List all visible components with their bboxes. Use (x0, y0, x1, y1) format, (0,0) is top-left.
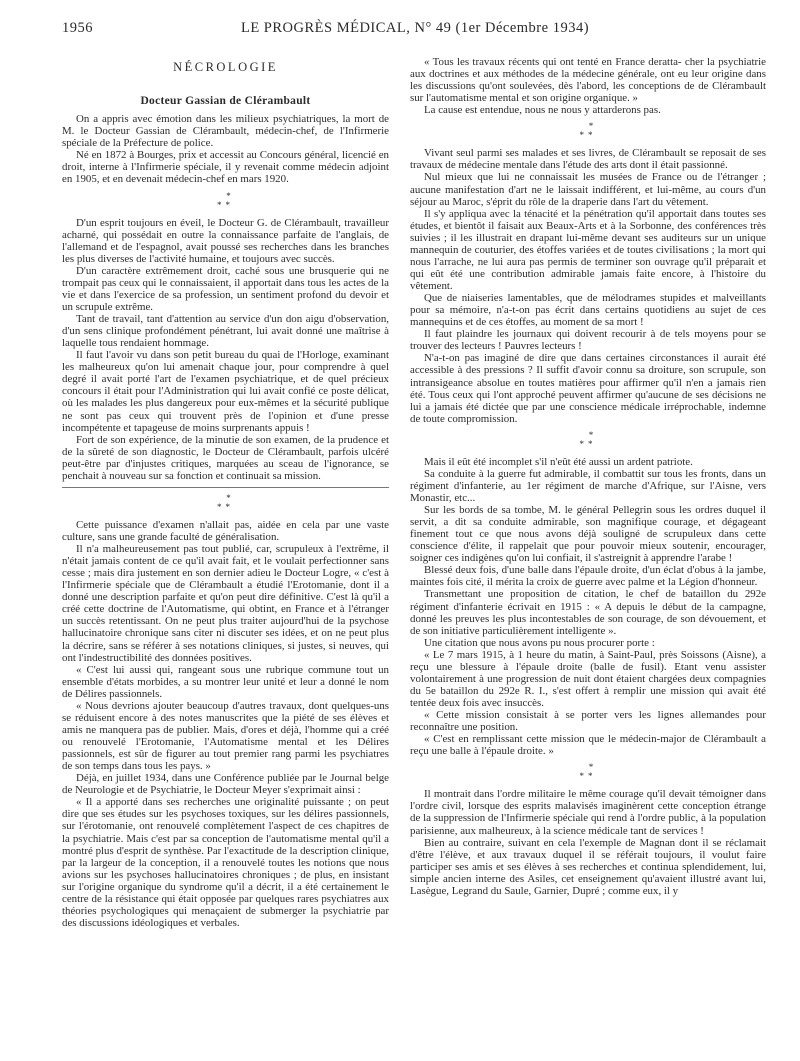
paragraph: Sa conduite à la guerre fut admirable, il combattit sur tous les fronts, dans un régiment d'infanterie, au 1er régiment de marche d'Afrique, sur l'Aisne, vers Monastir, etc... (410, 467, 766, 504)
paragraph: Cette puissance d'examen n'allait pas, aidée en cela par une vaste culture, sans une grande faculté de généralisation. (62, 518, 389, 543)
paragraph: Il montrait dans l'ordre militaire le même courage qu'il devait témoigner dans l'ordre civil, lorsque des esprits malavisés imaginèrent cette conception étrange de la suppression de l'Infirmerie spéciale qui rend à l'ordre public, à la population parisienne, aux malheureux, à la science médicale tant de services ! (410, 788, 766, 837)
paragraph: Mais il eût été incomplet s'il n'eût été aussi un ardent patriote. (424, 455, 693, 468)
paragraph: D'un caractère extrêmement droit, caché sous une brusquerie qui ne trompait pas ceux qui le connaissaient, il apportait dans tous les actes de la vie et dans l'exercice de sa profession, un sentiment profond du devoir et un scrupule extrême. (62, 264, 389, 313)
paragraph: Bien au contraire, suivant en cela l'exemple de Magnan dont il se réclamait d'être l'élève, et aux travaux duquel il se référait toujours, il voulut faire participer ses amis et ses élèves à ses recherches et continua splendidement, lui, simple ancien interne des Asiles, cet enseignement qu'avaient illustré avant lui, Lasègue, Legrand du Saule, Garnier, Dupré ; comme eux, il y (410, 836, 766, 897)
paragraph: Tant de travail, tant d'attention au service d'un don aigu d'observation, d'un sens clinique profondément pénétrant, lui avait donné une maîtrise à laquelle tous rendaient hommage. (62, 313, 389, 350)
right-column (410, 56, 766, 897)
asterism-separator: * ** (579, 121, 597, 141)
section-title: NÉCROLOGIE (173, 60, 278, 74)
paragraph: N'a-t-on pas imaginé de dire que dans certaines circonstances il aurait été accessible à des pressions ? Il suffit d'avoir connu sa droiture, son scrupule, son intransigeance absolue en toutes matières pour affirmer qu'il n'en a jamais rien été. Tous ceux qui l'ont approché peuvent affirmer qu'aucune de ses décisions ne lui a jamais été dictée que par une conscience médicale irréprochable, indemne de toute compromission. (410, 352, 766, 425)
paragraph-group (410, 456, 766, 758)
paragraph: « C'est en remplissant cette mission que le médecin-major de Clérambault a reçu une balle à l'épaule droite. » (410, 733, 766, 758)
paragraph: Transmettant une proposition de citation, le chef de bataillon du 292e régiment d'infanterie écrivait en 1915 : « A depuis le début de la campagne, donné les preuves les plus incontestables de son courage, de son dévouement, et de son initiative particulièrement intelligente ». (410, 588, 766, 637)
paragraph: « Tous les travaux récents qui ont tenté en France deratta- cher la psychiatrie aux doctrines et aux méthodes de la médecine générale, ont eu leur origine dans les discussions qu'ont soulevées, dès l'abord, les conceptions de de Clérambault sur l'automatisme mental et son origine organique. » (410, 56, 766, 105)
paragraph: Fort de son expérience, de la minutie de son examen, de la prudence et de la sûreté de son diagnostic, le Docteur de Clérambault, parfois ulcéré peut-être par d'injustes critiques, marquées au sceau de l'ignorance, se penchait à nouveau sur sa fonction et continuait sa mission. (62, 433, 389, 482)
asterism-separator: * ** (579, 429, 597, 449)
paragraph-group (410, 147, 766, 424)
paragraph-group (62, 113, 389, 185)
paragraph: Blessé deux fois, d'une balle dans l'épaule droite, d'un éclat d'obus à la jambe, maintes fois cité, il mérita la croix de guerre avec palme et la Légion d'honneur. (410, 564, 766, 589)
paragraph: Nul mieux que lui ne connaissait les musées de France ou de l'étranger ; aucune manifestation d'art ne le laissait indifférent, et lui-même, au cours d'un séjour au Maroc, s'éprit du rôle de la draperie dans l'art du vêtement. (410, 171, 766, 208)
paragraph-group (410, 788, 766, 897)
paragraph: « C'est lui aussi qui, rangeant sous une rubrique commune tout un ensemble d'états morbides, a su montrer leur unité et leur a donné le nom de Délires passionnels. (62, 663, 389, 700)
paragraph-group (62, 217, 389, 482)
running-title: LE PROGRÈS MÉDICAL, N° 49 (1er Décembre 1934) (240, 20, 590, 36)
paragraph: « Il a apporté dans ses recherches une originalité puissante ; on peut dire que ses études sur les psychoses toxiques, sur les délires passionnels, sur l'érotomanie, ont renouvelé complètement l'aspect de ces chapitres de la psychiatrie. Mais c'est par sa conception de l'automatisme mental qu'il a montré plus d'esprit de synthèse. Par l'exactitude de la description clinique, par la largeur de la conception, il a renouvelé toutes les notions que nous avions sur les psychoses hallucinatoires chroniques ; de plus, en insistant sur l'origine organique du syndrome qu'il a décrit, il a été certainement le centre de la résistance qui était opposée par quelques rares psychiatres aux théories psychologiques qui menaçaient de submerger la psychiatrie par des discussions idéologiques et verbales. (62, 796, 389, 929)
left-column (62, 56, 389, 929)
paragraph: « Le 7 mars 1915, à 1 heure du matin, à Saint-Paul, près Soissons (Aisne), a reçu une blessure à l'épaule droite (balle de fusil). Etant venu assister volontairement à une progression de nuit dont étaient chargées deux compagnies du 5e bataillon du 292e R. I., s'est offert à remplir une mission qui avait été tentée deux fois avec insuccès. (410, 648, 766, 709)
page-number: 1956 (62, 20, 93, 36)
paragraph-group (62, 519, 389, 929)
paragraph: Vivant seul parmi ses malades et ses livres, de Clérambault se reposait de ses travaux de médecine mentale dans l'étude des arts dont il était passionné. (410, 147, 766, 172)
paragraph: On a appris avec émotion dans les milieux psychiatriques, la mort de M. le Docteur Gassian de Clérambault, médecin-chef, de l'Infirmerie spéciale de la Préfecture de police. (62, 113, 389, 150)
column-divider (62, 487, 389, 488)
asterism-separator: * ** (217, 190, 234, 210)
paragraph: « Nous devrions ajouter beaucoup d'autres travaux, dont quelques-uns se réduisent encore à des notes manuscrites que la piété de ses élèves et amis ne manquera pas de publier. Mais, d'ores et déjà, l'homme qui a créé ou renouvelé l'Erotomanie, l'Automatisme mental et les Délires passionnels, est sûr de figurer au tout premier rang parmi les psychiatres de son temps dans tous les pays. » (62, 699, 389, 773)
paragraph: Déjà, en juillet 1934, dans une Conférence publiée par le Journal belge de Neurologie et de Psychiatrie, le Docteur Meyer s'exprimait ainsi : (62, 772, 389, 797)
asterism-separator: * ** (579, 762, 597, 782)
paragraph-group (410, 56, 766, 116)
asterism-separator: * ** (217, 492, 234, 512)
paragraph: La cause est entendue, nous ne nous y attarderons pas. (424, 104, 661, 117)
paragraph: Une citation que nous avons pu nous procurer porte : (424, 636, 655, 649)
paragraph: Né en 1872 à Bourges, prix et accessit au Concours général, licencié en droit, interne à l'Infirmerie spéciale, il y revenait comme médecin adjoint en 1905, et en devenait médecin-chef en mars 1920. (62, 149, 389, 186)
paragraph: D'un esprit toujours en éveil, le Docteur G. de Clérambault, travailleur acharné, qui possédait en outre la connaissance parfaite de l'anglais, de l'allemand et de l'espagnol, avait poussé ses recherches dans les branches les plus diverses de l'activité humaine, et toujours avec succès. (62, 216, 389, 265)
paragraph: Il faut l'avoir vu dans son petit bureau du quai de l'Horloge, examinant les malheureux qu'on lui amenait chaque jour, pour comprendre à quel degré il avait porté l'art de l'examen psychiatrique, et de quel précieux concours il était pour l'Administration qui lui avait confié ce poste délicat, où les malades les plus dangereux pour eux-mêmes et la sécurité publique ne sont pas ceux qui trouvent près de l'opinion et d'une presse incompétente et tapageuse de moins surprenants appuis ! (62, 349, 389, 434)
paragraph: Il s'y appliqua avec la ténacité et la pénétration qu'il apportait dans toutes ses études, et bientôt il faisait aux Beaux-Arts et à la Sorbonne, des conférences très suivies ; il les illustrait en drapant lui-même devant ses auditeurs sur un unique mannequin de couturier, des étoffes variées et de toutes civilisations ; la mort qui nous l'arrache, ne lui aura pas permis de terminer son ouvrage qu'il préparait et qui eût été une contribution admirable jamais faite encore, à l'histoire du vêtement. (410, 207, 766, 292)
article-title: Docteur Gassian de Clérambault (140, 95, 311, 108)
paragraph: « Cette mission consistait à se porter vers les lignes allemandes pour reconnaître une position. (410, 709, 766, 734)
paragraph: Que de niaiseries lamentables, que de mélodrames stupides et malveillants pour sa mémoire, n'a-t-on pas écrit dans certains quotidiens au sujet de ces mannequins et de ces étoffes, au moment de sa mort ! (410, 292, 766, 329)
running-header (62, 14, 768, 36)
paragraph: Il n'a malheureusement pas tout publié, car, scrupuleux à l'extrême, il n'était jamais content de ce qu'il avait fait, et le voulait perfectionner sans cesse ; mais dira justement en son dernier adieu le Docteur Logre, « c'est à l'Infirmerie spéciale que de Clérambault a étudié l'Erotomanie, dont il a donné une description parfaite et qu'on peut dire définitive. C'est là qu'il a créé cette doctrine de l'Automatisme, qui obtint, en France et à l'étranger un succès retentissant. On ne peut plus traiter aujourd'hui de la psychose hallucinatoire chronique sans citer ni discuter ses idées, et on ne peut plus la décrire, sans se référer à ses notations cliniques, si justes, si neuves, qui ont l'indestructibilité des données positives. (62, 543, 389, 664)
paragraph: Il faut plaindre les journaux qui doivent recourir à de tels moyens pour se trouver des lecteurs ! Pauvres lecteurs ! (410, 328, 766, 353)
paragraph: Sur les bords de sa tombe, M. le général Pellegrin sous les ordres duquel il servit, a dit sa conduite admirable, son magnifique courage, et dégageant finement tout ce que nous avons déjà souligné de scrupuleux dans cette conscience d'élite, il rappelait que pour pouvoir mieux soutenir, encourager, soigner ces indigènes qu'on lui confiait, il s'astreignit à apprendre l'arabe ! (410, 504, 766, 565)
